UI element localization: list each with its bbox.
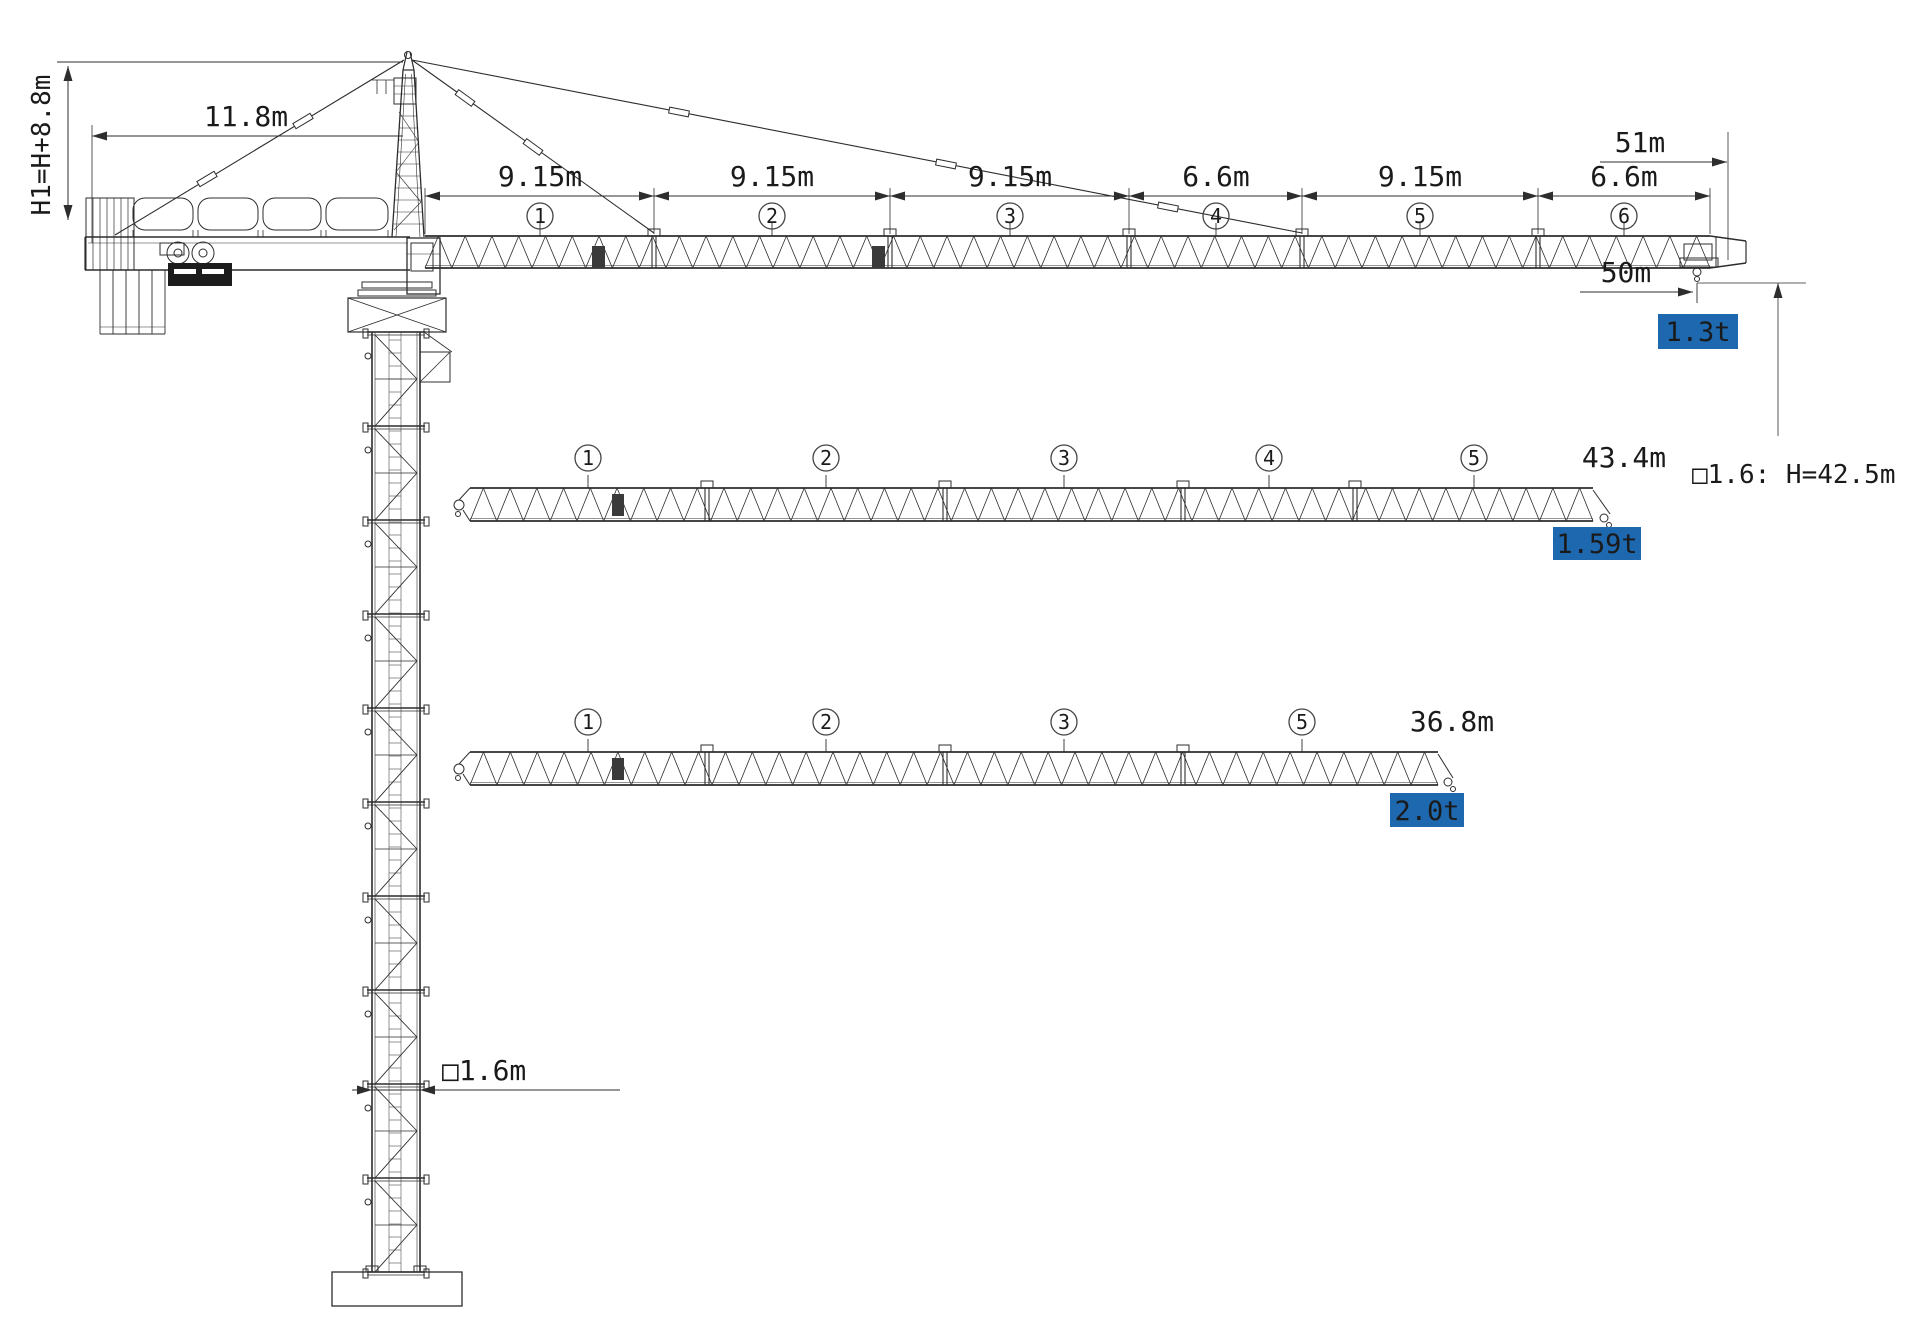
jib51-section-2-label [759, 203, 785, 229]
foundation-block [332, 1266, 462, 1306]
svg-text:2: 2 [765, 204, 779, 228]
svg-text:2: 2 [819, 710, 833, 734]
svg-text:1.59t: 1.59t [1556, 529, 1638, 560]
jib-37m [454, 739, 1456, 792]
mast-height-note: □1.6: H=42.5m [1692, 460, 1896, 490]
tower-mast [363, 329, 429, 1278]
jib43-section-2-label [813, 445, 839, 471]
svg-text:6: 6 [1617, 204, 1631, 228]
jib51-sec3-length: 9.15m [967, 160, 1053, 193]
jib37-section-2-label [813, 709, 839, 735]
jib51-radius-label: 50m [1600, 256, 1652, 289]
jib-43m [454, 475, 1612, 528]
tower-height-label: H1=H+8.8m [27, 74, 57, 216]
svg-text:2.0t: 2.0t [1394, 796, 1460, 827]
svg-text:1: 1 [581, 710, 595, 734]
operator-cab [348, 238, 452, 382]
svg-text:5: 5 [1295, 710, 1309, 734]
svg-text:3: 3 [1057, 710, 1071, 734]
svg-text:4: 4 [1262, 446, 1276, 470]
jib51-sec1-length: 9.15m [497, 160, 583, 193]
jib51-section-6-label [1611, 203, 1637, 229]
svg-text:3: 3 [1057, 446, 1071, 470]
tower-head [372, 52, 424, 238]
jib37-section-1-label [575, 709, 601, 735]
svg-text:2: 2 [819, 446, 833, 470]
svg-text:1: 1 [533, 204, 547, 228]
counter-jib-length-label: 11.8m [203, 100, 289, 133]
svg-text:5: 5 [1467, 446, 1481, 470]
jib37-section-5-label [1289, 709, 1315, 735]
jib51-section-5-label [1407, 203, 1433, 229]
pendant-ties [115, 60, 1302, 235]
dimension-lines [57, 62, 1806, 1095]
main-jib-51m [425, 223, 1746, 268]
jib43-section-1-label [575, 445, 601, 471]
svg-text:3: 3 [1003, 204, 1017, 228]
jib37-capacity-badge [1390, 793, 1464, 827]
svg-text:4: 4 [1209, 204, 1223, 228]
jib51-section-1-label [527, 203, 553, 229]
svg-text:1: 1 [581, 446, 595, 470]
jib51-total-length-label: 51m [1614, 126, 1666, 159]
jib51-sec4-length: 6.6m [1182, 160, 1250, 193]
jib51-section-3-label [997, 203, 1023, 229]
jib51-sec6-length: 6.6m [1590, 160, 1658, 193]
counter-jib [85, 198, 410, 334]
jib43-section-3-label [1051, 445, 1077, 471]
mast-width-label: □1.6m [442, 1054, 527, 1087]
jib51-capacity-badge [1658, 314, 1738, 349]
svg-text:5: 5 [1413, 204, 1427, 228]
jib37-section-3-label [1051, 709, 1077, 735]
jib43-length-label: 43.4m [1581, 441, 1667, 474]
jib51-sec2-length: 9.15m [729, 160, 815, 193]
jib43-section-5-label [1461, 445, 1487, 471]
jib51-sec5-length: 9.15m [1377, 160, 1463, 193]
svg-text:1.3t: 1.3t [1665, 317, 1731, 348]
jib43-capacity-badge [1553, 527, 1641, 560]
jib51-section-4-label [1203, 203, 1229, 229]
jib37-length-label: 36.8m [1409, 705, 1495, 738]
jib43-section-4-label [1256, 445, 1282, 471]
